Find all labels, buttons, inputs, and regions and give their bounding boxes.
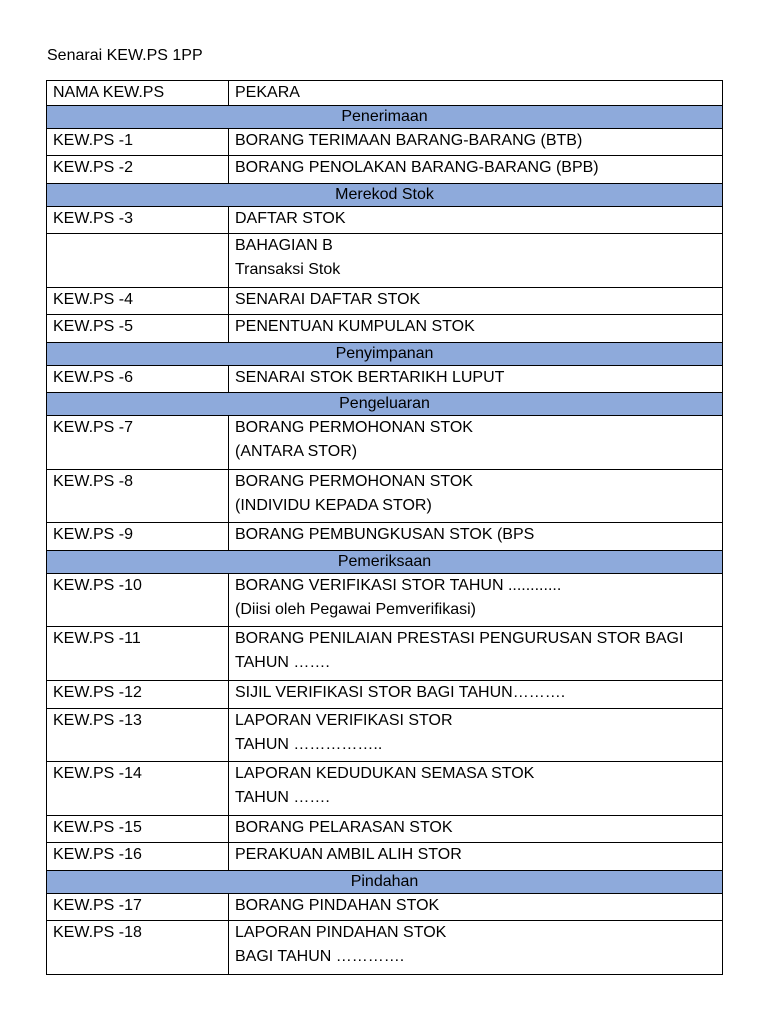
section-label: Penyimpanan [47,342,723,365]
pekara-cell [229,469,723,523]
pekara-line: BORANG PINDAHAN STOK [235,896,440,914]
pekara-line: BORANG PERMOHONAN STOK [235,419,473,437]
kew-code-cell: KEW.PS -18 [47,921,229,975]
table-row [47,573,723,627]
section-row [47,106,723,129]
kew-code-cell: KEW.PS -2 [47,156,229,183]
pekara-line: Transaksi Stok [235,261,341,279]
pekara-cell [229,893,723,920]
pekara-cell [229,708,723,762]
pekara-line: LAPORAN VERIFIKASI STOR [235,711,453,729]
table-row [47,129,723,156]
section-row [47,393,723,416]
pekara-line: BORANG PENOLAKAN BARANG-BARANG (BPB) [235,159,599,177]
kew-code-cell: KEW.PS -4 [47,287,229,314]
pekara-cell [229,416,723,470]
table-row [47,681,723,708]
kew-code-cell: KEW.PS -11 [47,627,229,681]
kew-code-cell: KEW.PS -12 [47,681,229,708]
section-label: Pemeriksaan [47,550,723,573]
pekara-cell [229,365,723,392]
kew-code-cell: KEW.PS -13 [47,708,229,762]
pekara-line: TAHUN ……. [235,654,330,672]
section-row [47,870,723,893]
pekara-cell [229,627,723,681]
table-row [47,156,723,183]
pekara-line: BORANG PEMBUNGKUSAN STOK (BPS [235,526,535,544]
pekara-line: SENARAI DAFTAR STOK [235,290,421,308]
table-row [47,523,723,550]
pekara-cell [229,156,723,183]
table-row [47,893,723,920]
pekara-cell [229,287,723,314]
section-row [47,550,723,573]
kew-code-cell: KEW.PS -9 [47,523,229,550]
section-row [47,183,723,206]
pekara-cell [229,762,723,816]
table-row [47,469,723,523]
pekara-line: SIJIL VERIFIKASI STOR BAGI TAHUN………. [235,684,566,702]
pekara-line: (Diisi oleh Pegawai Pemverifikasi) [235,600,476,618]
kew-code-cell: KEW.PS -3 [47,206,229,233]
table-row [47,843,723,870]
table-row [47,762,723,816]
table-row [47,815,723,842]
kew-code-cell: KEW.PS -7 [47,416,229,470]
pekara-line: TAHUN ……. [235,789,330,807]
pekara-line: (ANTARA STOR) [235,443,358,461]
pekara-line: TAHUN …………….. [235,735,383,753]
document-title: Senarai KEW.PS 1PP [47,47,203,64]
section-row [47,342,723,365]
pekara-cell [229,234,723,288]
pekara-cell [229,206,723,233]
pekara-line: PENENTUAN KUMPULAN STOK [235,318,475,336]
table-row [47,234,723,288]
pekara-cell [229,315,723,342]
table-header-row [47,81,723,106]
pekara-line: (INDIVIDU KEPADA STOR) [235,496,432,514]
pekara-line: BORANG PENILAIAN PRESTASI PENGURUSAN STOR BAGI [235,630,684,648]
pekara-cell [229,921,723,975]
pekara-cell [229,573,723,627]
table-row [47,627,723,681]
table-row [47,365,723,392]
pekara-line: BAHAGIAN B [235,237,333,255]
kew-code-cell: KEW.PS -15 [47,815,229,842]
header-pekara: PEKARA [229,81,723,106]
pekara-line: LAPORAN KEDUDUKAN SEMASA STOK [235,765,535,783]
kew-code-cell: KEW.PS -17 [47,893,229,920]
pekara-line: BORANG PERMOHONAN STOK [235,472,473,490]
pekara-cell [229,523,723,550]
table-row [47,921,723,975]
kew-code-cell: KEW.PS -8 [47,469,229,523]
section-label: Penerimaan [47,106,723,129]
pekara-line: SENARAI STOK BERTARIKH LUPUT [235,368,505,386]
kew-code-cell: KEW.PS -14 [47,762,229,816]
section-label: Pindahan [47,870,723,893]
kew-code-cell: KEW.PS -16 [47,843,229,870]
table-row [47,416,723,470]
pekara-line: LAPORAN PINDAHAN STOK [235,924,447,942]
pekara-line: DAFTAR STOK [235,209,346,227]
kew-code-cell: KEW.PS -5 [47,315,229,342]
pekara-line: PERAKUAN AMBIL ALIH STOR [235,846,462,864]
table-row [47,708,723,762]
table-body [47,106,723,975]
kew-ps-table [46,80,723,975]
table-row [47,287,723,314]
table-row [47,206,723,233]
pekara-line: BAGI TAHUN …………. [235,948,405,966]
pekara-cell [229,843,723,870]
section-label: Pengeluaran [47,393,723,416]
pekara-line: BORANG TERIMAAN BARANG-BARANG (BTB) [235,132,583,149]
kew-code-cell: KEW.PS -10 [47,573,229,627]
pekara-cell [229,129,723,156]
kew-code-cell: KEW.PS -6 [47,365,229,392]
pekara-line: BORANG VERIFIKASI STOR TAHUN ............ [235,576,562,594]
table-row [47,315,723,342]
kew-code-cell: KEW.PS -1 [47,129,229,156]
section-label: Merekod Stok [47,183,723,206]
pekara-cell [229,815,723,842]
kew-code-cell [47,234,229,288]
header-nama: NAMA KEW.PS [47,81,229,106]
pekara-line: BORANG PELARASAN STOK [235,818,453,836]
pekara-cell [229,681,723,708]
